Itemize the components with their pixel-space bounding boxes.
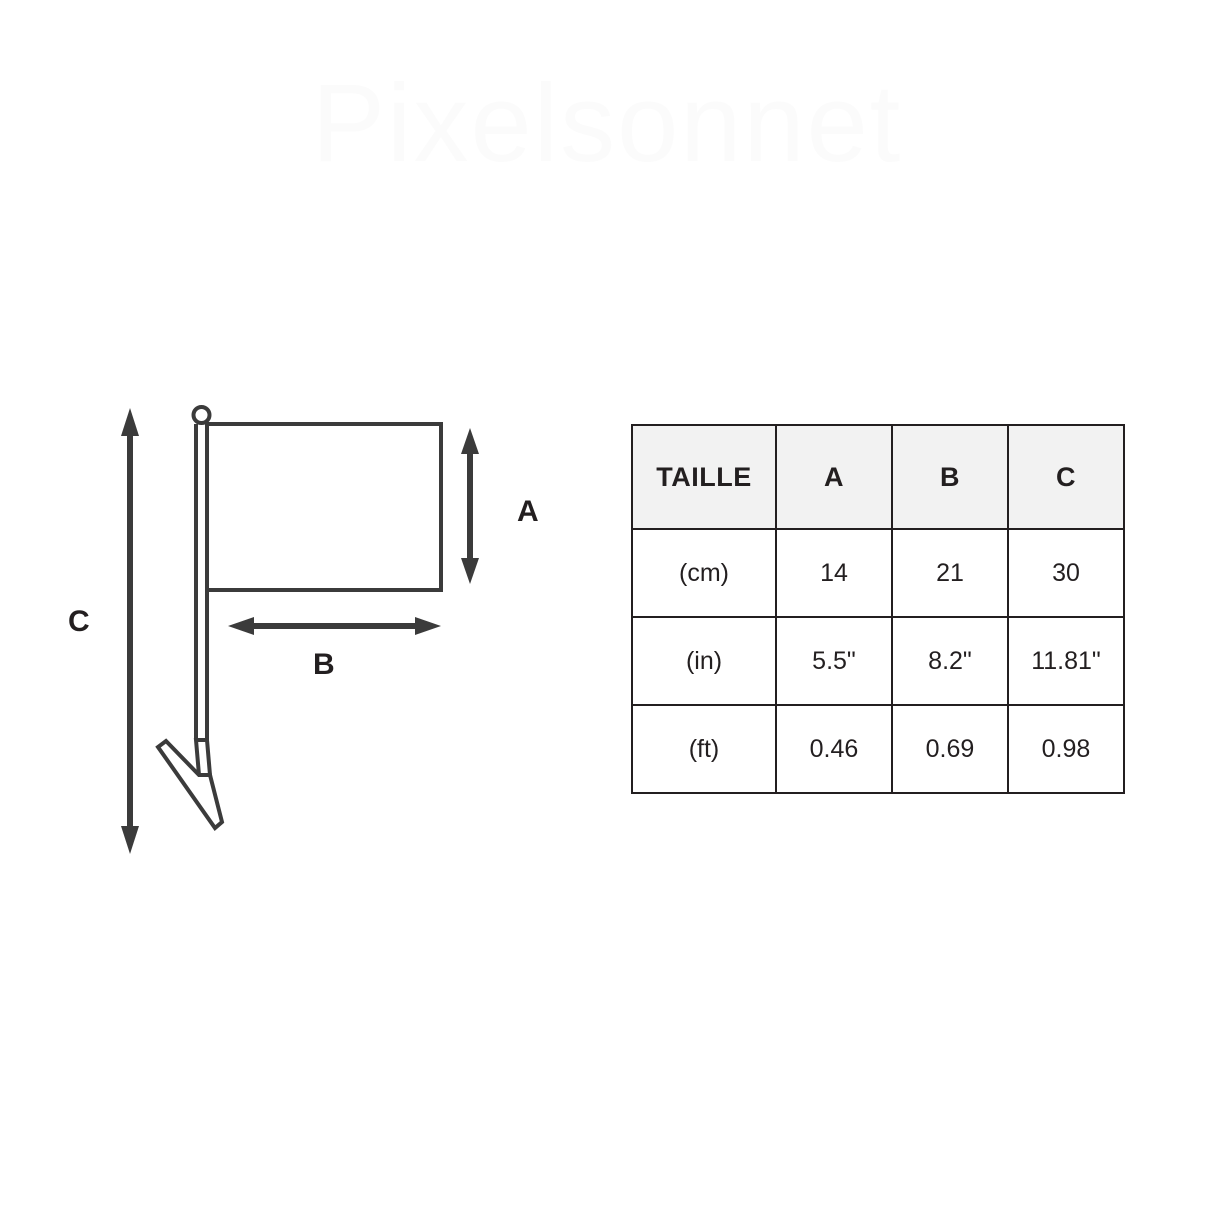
- table-row: [632, 617, 1124, 705]
- dimension-label-c: C: [68, 605, 90, 638]
- cell-in-c: 11.81": [1008, 617, 1124, 705]
- dimension-arrow-c: [121, 408, 139, 854]
- table-header-a: A: [776, 425, 892, 529]
- cell-cm-c: 30: [1008, 529, 1124, 617]
- diagram-svg: [0, 0, 600, 1214]
- dimension-label-a: A: [517, 495, 539, 528]
- table-header-row: [632, 425, 1124, 529]
- table-row: [632, 705, 1124, 793]
- table-row: [632, 529, 1124, 617]
- table-header-b: B: [892, 425, 1008, 529]
- row-unit-ft: (ft): [632, 705, 776, 793]
- dimension-arrow-a: [461, 428, 479, 584]
- cell-in-b: 8.2": [892, 617, 1008, 705]
- row-unit-cm: (cm): [632, 529, 776, 617]
- dimension-label-b: B: [313, 648, 335, 681]
- watermark-text: Pixelsonnet: [311, 62, 903, 185]
- cell-cm-b: 21: [892, 529, 1008, 617]
- cell-ft-a: 0.46: [776, 705, 892, 793]
- row-unit-in: (in): [632, 617, 776, 705]
- cell-ft-b: 0.69: [892, 705, 1008, 793]
- table-header-c: C: [1008, 425, 1124, 529]
- ground-stake: [158, 741, 222, 828]
- dimension-arrow-b: [228, 617, 441, 635]
- table-header-taille: TAILLE: [632, 425, 776, 529]
- cell-ft-c: 0.98: [1008, 705, 1124, 793]
- size-chart-table: [631, 424, 1125, 794]
- cell-in-a: 5.5": [776, 617, 892, 705]
- flag-dimension-diagram: [0, 0, 600, 1214]
- cell-cm-a: 14: [776, 529, 892, 617]
- flag-cloth: [207, 424, 441, 590]
